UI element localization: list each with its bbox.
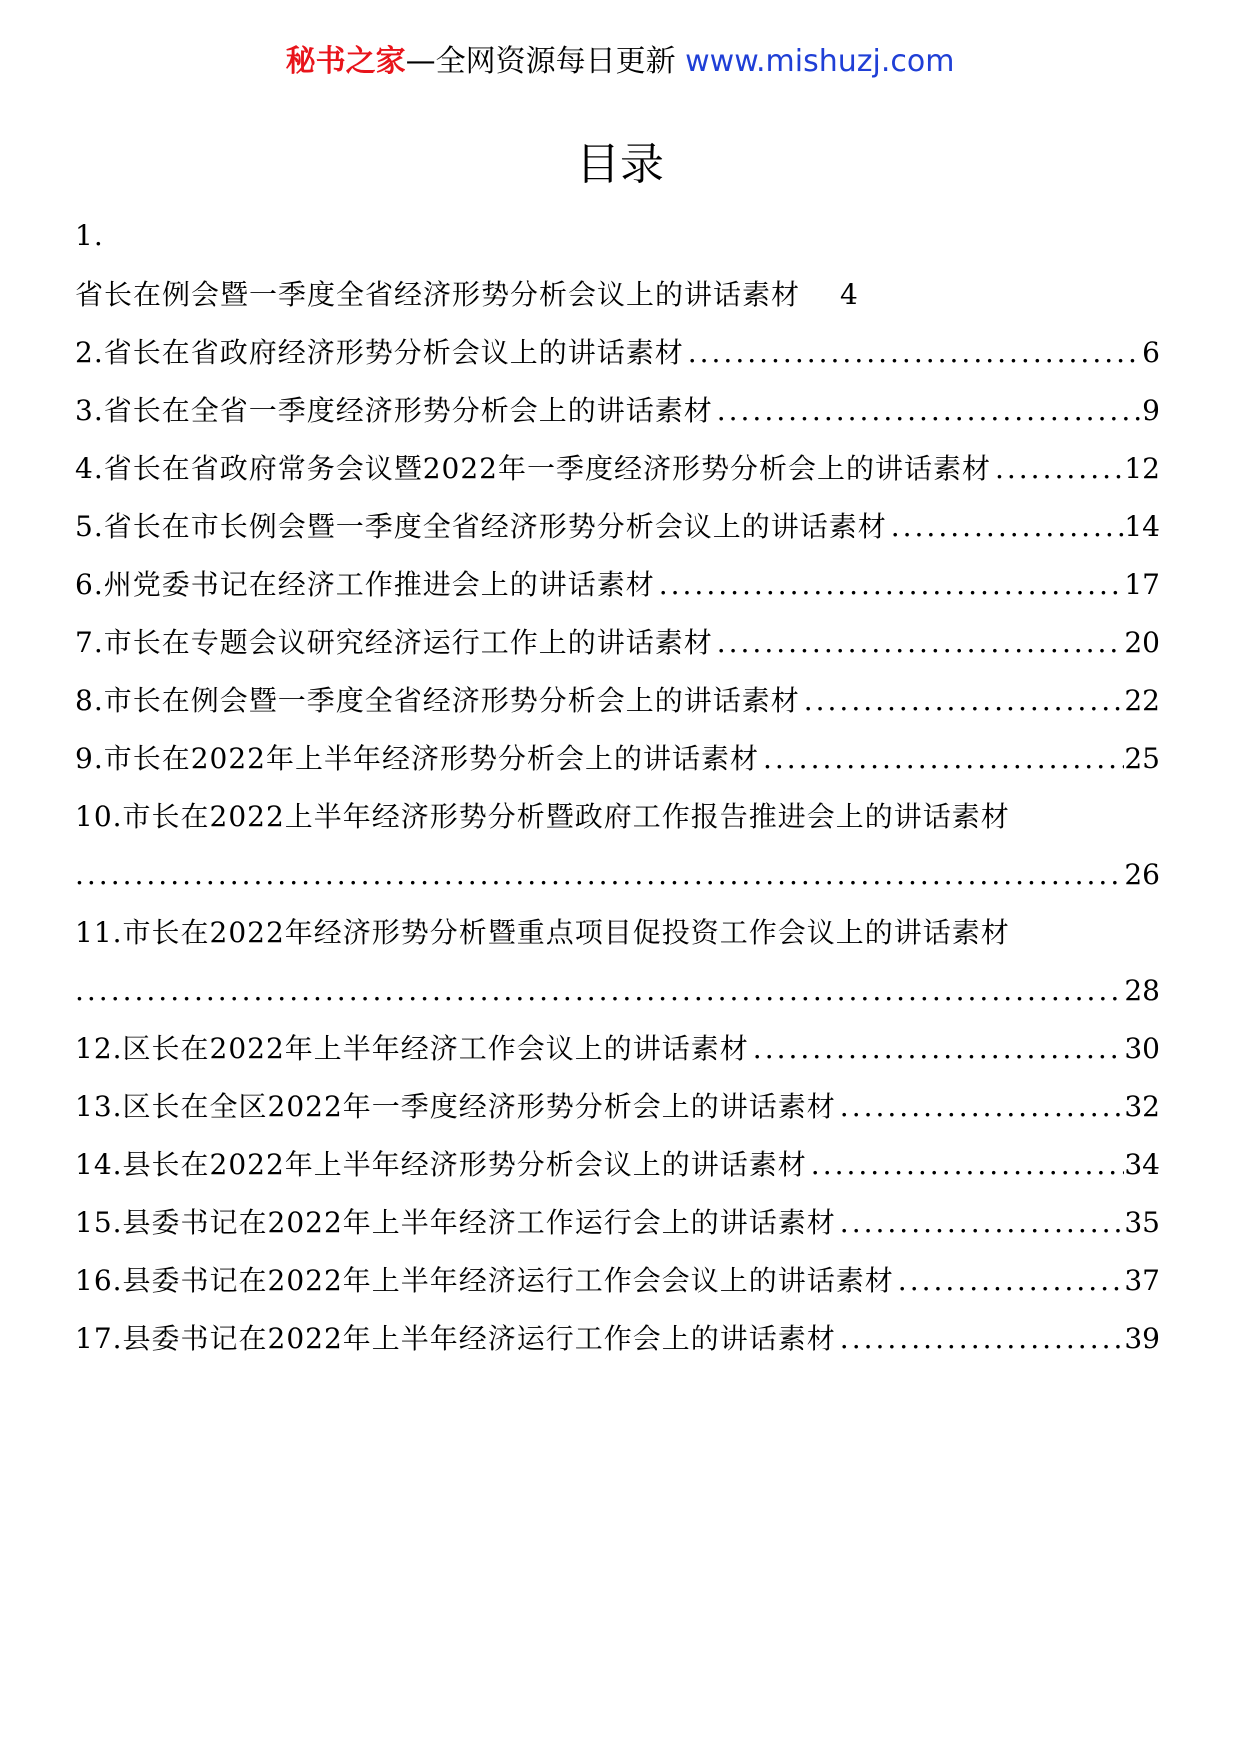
toc-entry[interactable] [75,333,1160,373]
toc-entry-number: 1. [75,219,104,252]
toc-dot-leader [749,1029,1125,1069]
toc-entry-page: 32 [1124,1090,1160,1123]
page-title: 目录 [576,139,664,190]
toc-entry[interactable] [75,1029,1160,1069]
toc-dot-leader [75,971,1124,1011]
toc-entry-page: 39 [1124,1322,1160,1355]
toc-entry-page: 12 [1124,452,1160,485]
toc-entry-title: 8.市长在例会暨一季度全省经济形势分析会上的讲话素材 [75,684,800,717]
toc-dot-leader [655,565,1125,605]
site-url-link[interactable]: www.mishuzj.com [685,44,955,79]
toc-entry[interactable] [75,1261,1160,1301]
toc-entry-title: 12.区长在2022年上半年经济工作会议上的讲话素材 [75,1032,749,1065]
toc-entry-page: 17 [1124,568,1160,601]
toc-dot-leader [894,1261,1125,1301]
toc-entry-page: 22 [1124,684,1160,717]
toc-entry-title: 13.区长在全区2022年一季度经济形势分析会上的讲话素材 [75,1090,836,1123]
toc-entry-page: 20 [1124,626,1160,659]
toc-entry-title: 15.县委书记在2022年上半年经济工作运行会上的讲话素材 [75,1206,836,1239]
toc-entry[interactable] [75,681,1160,721]
toc-entry-continuation[interactable] [75,971,1160,1011]
toc-entry-page: 37 [1124,1264,1160,1297]
toc-entry-title: 7.市长在专题会议研究经济运行工作上的讲话素材 [75,626,713,659]
toc-entry[interactable] [75,739,1160,779]
toc-entry-title: 14.县长在2022年上半年经济形势分析会议上的讲话素材 [75,1148,807,1181]
toc-entry[interactable] [75,565,1160,605]
toc-dot-leader [75,855,1124,895]
toc-entry[interactable] [75,275,1105,315]
toc-dot-leader [991,449,1124,489]
toc-entry[interactable] [75,1087,1160,1127]
toc-entry-continuation[interactable] [75,855,1160,895]
toc-dot-leader [836,1087,1125,1127]
toc-entry-title: 9.市长在2022年上半年经济形势分析会上的讲话素材 [75,742,759,775]
toc-entry[interactable] [75,797,1160,837]
toc-entry[interactable] [75,507,1160,547]
toc-dot-leader [807,1145,1125,1185]
toc-first-number-line [75,216,1160,256]
site-tagline: —全网资源每日更新 [405,44,686,79]
toc-entry-page: 26 [1124,858,1160,891]
site-brand: 秘书之家 [285,44,406,79]
toc-dot-leader [759,739,1124,779]
toc-entry-title: 省长在例会暨一季度全省经济形势分析会议上的讲话素材 [75,278,801,311]
toc-entry[interactable] [75,449,1160,489]
toc-entry-page: 25 [1124,742,1160,775]
toc-entry-page: 30 [1124,1032,1160,1065]
toc-entry-page: 14 [1124,510,1160,543]
toc-dot-leader [836,1203,1125,1243]
toc-entry-page: 35 [1124,1206,1160,1239]
toc-entry-page: 6 [1142,336,1160,369]
toc-entry[interactable] [75,391,1160,431]
toc-entry-title: 16.县委书记在2022年上半年经济运行工作会会议上的讲话素材 [75,1264,894,1297]
toc-entry[interactable] [75,623,1160,663]
toc-entry[interactable] [75,1145,1160,1185]
toc-entry[interactable] [75,1203,1160,1243]
toc-entry-page: 9 [1142,394,1160,427]
toc-dot-leader [713,391,1142,431]
toc-entry-title: 2.省长在省政府经济形势分析会议上的讲话素材 [75,336,684,369]
toc-entry-title: 6.州党委书记在经济工作推进会上的讲话素材 [75,568,655,601]
toc-entry-page: 28 [1124,974,1160,1007]
toc-dot-leader [800,681,1125,721]
toc-entry-title: 10.市长在2022上半年经济形势分析暨政府工作报告推进会上的讲话素材 [75,800,1010,833]
toc-dot-leader [713,623,1125,663]
toc-entry-title: 17.县委书记在2022年上半年经济运行工作会上的讲话素材 [75,1322,836,1355]
toc-dot-leader [836,1319,1125,1359]
toc-entry-page: 4 [840,278,858,311]
toc-dot-leader [684,333,1142,373]
toc-entry-title: 4.省长在省政府常务会议暨2022年一季度经济形势分析会上的讲话素材 [75,452,991,485]
toc-entry-page: 34 [1124,1148,1160,1181]
toc-entry[interactable] [75,1319,1160,1359]
toc-entry[interactable] [75,913,1160,953]
toc-entry-title: 3.省长在全省一季度经济形势分析会上的讲话素材 [75,394,713,427]
toc-entry-title: 11.市长在2022年经济形势分析暨重点项目促投资工作会议上的讲话素材 [75,916,1010,949]
toc-entry-title: 5.省长在市长例会暨一季度全省经济形势分析会议上的讲话素材 [75,510,887,543]
toc-dot-leader [887,507,1125,547]
